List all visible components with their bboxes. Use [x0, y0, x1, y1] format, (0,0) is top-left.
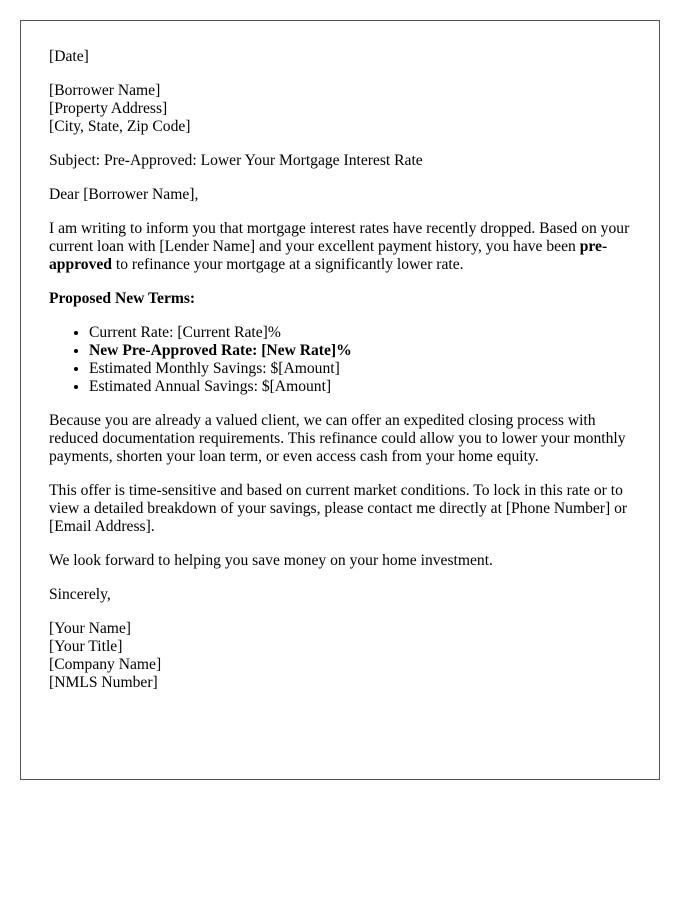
term-current-rate: • Current Rate: [Current Rate]%	[89, 324, 631, 342]
signature-title: [Your Title]	[49, 638, 123, 655]
date-block	[49, 48, 631, 66]
client-paragraph: Because you are already a valued client, we can offer an expedited closing process with reduced documentation requirements. This refinance could allow you to lower your monthly payments, shorten your loan term, or even access cash from your home equity.	[49, 412, 626, 465]
recipient-address-block	[49, 82, 631, 136]
terms-list	[49, 324, 631, 396]
signature-name: [Your Name]	[49, 620, 132, 637]
intro-bold-pre-approved: pre-approved	[49, 238, 608, 273]
offer-paragraph: This offer is time-sensitive and based on current market conditions. To lock in this rate or to view a detailed breakdown of your savings, please contact me directly at [Phone Number] or [Email Address].	[49, 482, 628, 535]
signature-nmls: [NMLS Number]	[49, 674, 158, 691]
intro-text-start: I am writing to inform you that mortgage interest rates have recently dropped. Based on your current loan with [Lender Name] and your excellent payment history, you have been	[49, 220, 630, 255]
salutation	[49, 186, 631, 204]
term-new-rate: • New Pre-Approved Rate: [New Rate]%	[89, 342, 631, 360]
salutation-text: Dear [Borrower Name],	[49, 186, 199, 203]
subject-line	[49, 152, 631, 170]
subject-text: Subject: Pre-Approved: Lower Your Mortgage Interest Rate	[49, 152, 423, 169]
term-annual-savings: • Estimated Annual Savings: $[Amount]	[89, 378, 631, 396]
terms-heading: Proposed New Terms:	[49, 290, 196, 307]
signoff-text: Sincerely,	[49, 586, 111, 603]
intro-text-end: to refinance your mortgage at a significantly lower rate.	[111, 256, 464, 273]
recipient-name: [Borrower Name]	[49, 82, 161, 99]
recipient-city-state-zip: [City, State, Zip Code]	[49, 118, 191, 135]
letter-page	[20, 20, 660, 780]
signature-company: [Company Name]	[49, 656, 162, 673]
signature-block	[49, 620, 631, 692]
signoff	[49, 586, 631, 604]
recipient-property-address: [Property Address]	[49, 100, 168, 117]
term-monthly-savings: • Estimated Monthly Savings: $[Amount]	[89, 360, 631, 378]
letter-date: [Date]	[49, 48, 89, 65]
intro-paragraph	[49, 220, 631, 274]
closing-paragraph: We look forward to helping you save money on your home investment.	[49, 552, 493, 569]
